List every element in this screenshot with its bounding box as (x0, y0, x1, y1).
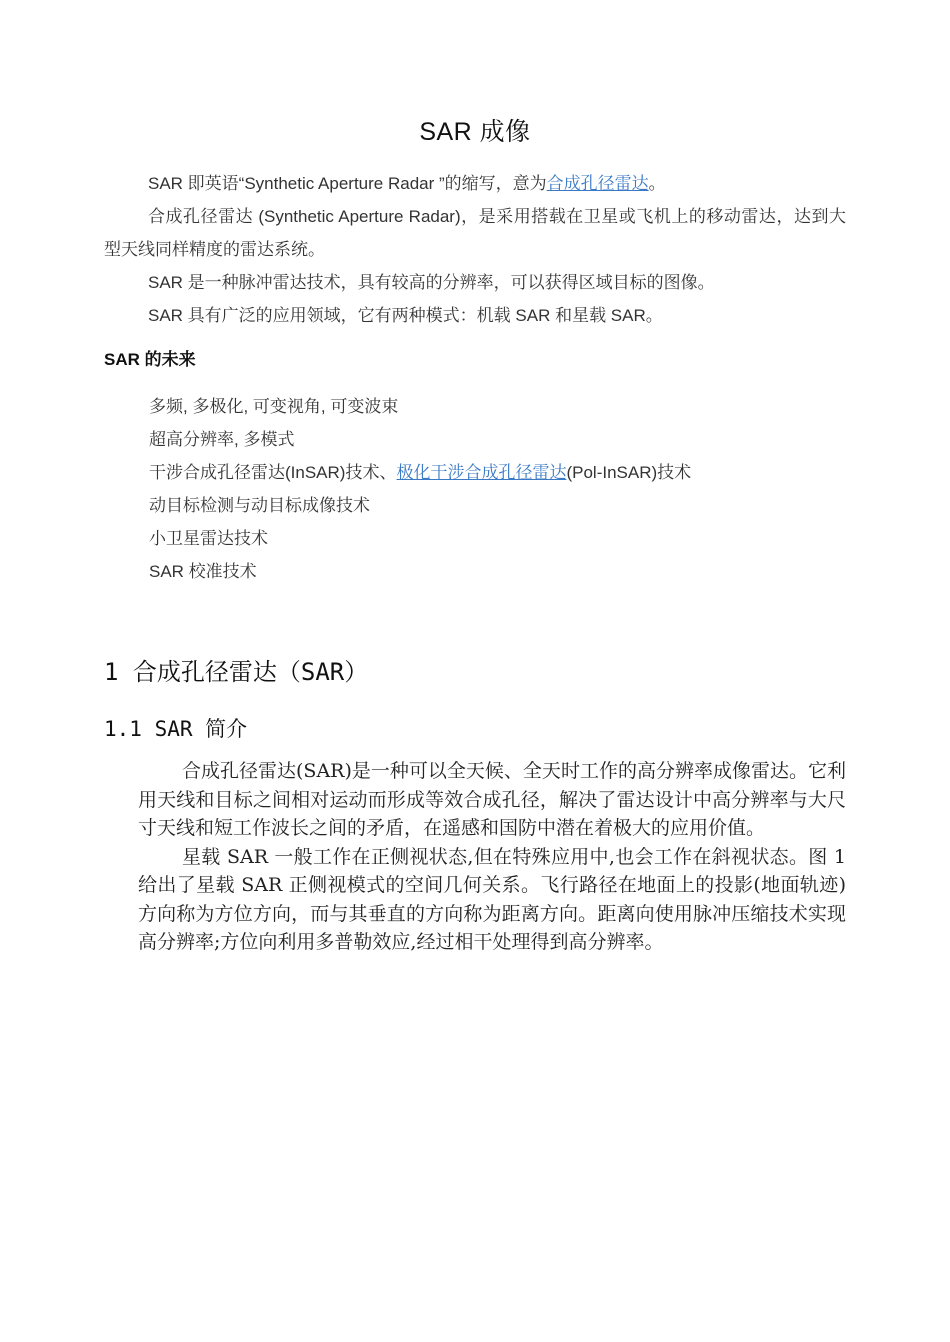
section-1-heading: 1 合成孔径雷达（SAR） (104, 658, 369, 686)
document-title: SAR 成像 (419, 118, 531, 146)
body-paragraph-2: 星载 SAR 一般工作在正侧视状态,但在特殊应用中,也会工作在斜视状态。图 1 给出了星载 SAR 正侧视模式的空间几何关系。飞行路径在地面上的投影(地面轨迹)方向称为方位方向，而与其垂直的方向称为距离方向。距离向使用脉冲压缩技术实现高分辨率;方位向利用多普勒效应,经过相干处理得到高分辨率。 (138, 845, 846, 953)
sar-link[interactable]: 合成孔径雷达 (546, 174, 649, 193)
body-paragraph-1: 合成孔径雷达(SAR)是一种可以全天候、全天时工作的高分辨率成像雷达。它利用天线和目标之间相对运动而形成等效合成孔径，解决了雷达设计中高分辨率与大尺寸天线和短工作波长之间的矛盾，在遥感和国防中潜在着极大的应用价值。 (138, 760, 846, 839)
future-list (149, 390, 691, 588)
future-item: 超高分辨率, 多模式 (149, 430, 295, 449)
future-heading: SAR 的未来 (104, 350, 196, 369)
future-item: 小卫星雷达技术 (149, 529, 268, 548)
future-item-3-text: 干涉合成孔径雷达(InSAR)技术、 (149, 463, 397, 482)
intro-paragraph-3: SAR 是一种脉冲雷达技术，具有较高的分辨率，可以获得区域目标的图像。 (148, 273, 715, 292)
section-1-1-body (138, 757, 846, 957)
pol-insar-link[interactable]: 极化干涉合成孔径雷达 (396, 463, 567, 482)
intro-p1-text: SAR 即英语“Synthetic Aperture Radar ”的缩写，意为 (148, 174, 547, 193)
section-1-1-heading: 1.1 SAR 简介 (104, 717, 248, 741)
future-item: 动目标检测与动目标成像技术 (149, 496, 370, 515)
future-item: 多频, 多极化, 可变视角, 可变波束 (149, 397, 399, 416)
future-item-3-end: (Pol-InSAR)技术 (566, 463, 692, 482)
intro-paragraph-4: SAR 具有广泛的应用领域，它有两种模式：机载 SAR 和星载 SAR。 (148, 306, 663, 325)
intro-paragraph-1 (104, 167, 846, 200)
future-item: SAR 校准技术 (149, 562, 257, 581)
intro-p1-end: 。 (648, 174, 666, 193)
future-item (149, 456, 691, 489)
intro-section (104, 167, 846, 332)
intro-paragraph-2: 合成孔径雷达 (Synthetic Aperture Radar)，是采用搭载在卫星或飞机上的移动雷达，达到大型天线同样精度的雷达系统。 (104, 207, 846, 259)
